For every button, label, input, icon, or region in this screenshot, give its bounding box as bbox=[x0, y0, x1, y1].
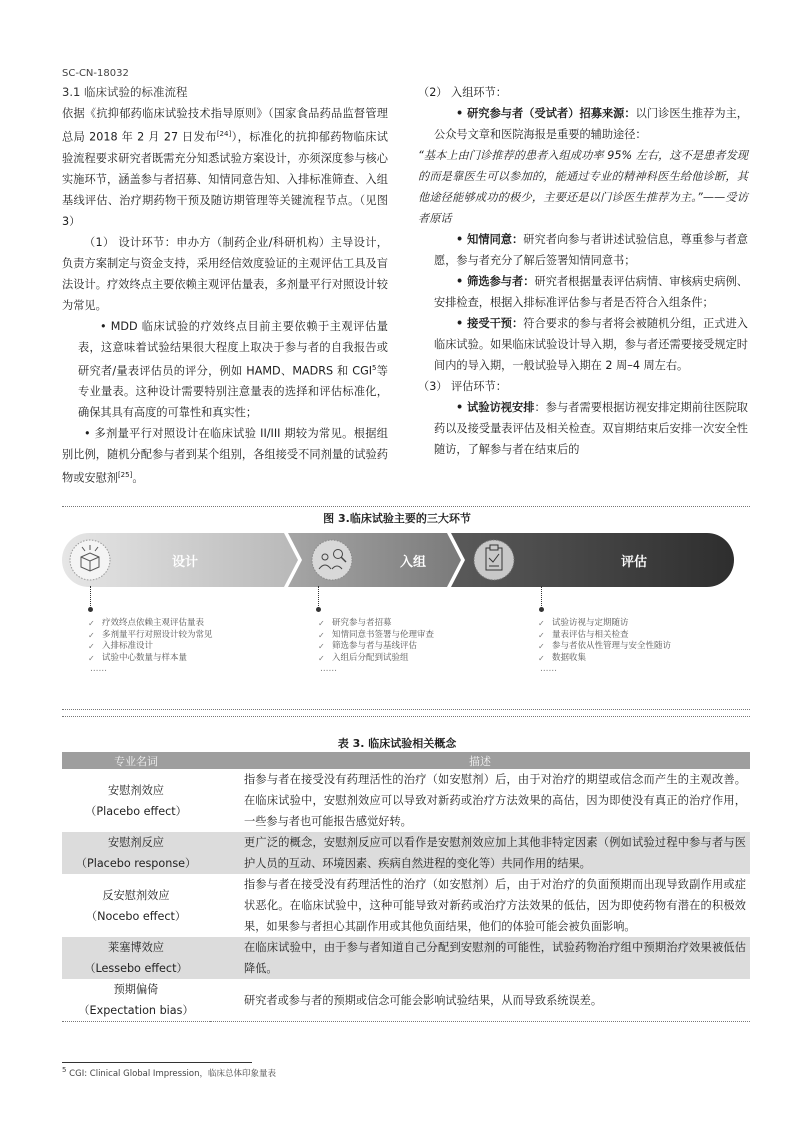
bullet-text: • 多剂量平行对照设计在临床试验 II/III 期较为常见。根据组别比例，随机分配参与者到某个组别，各组接受不同剂量的试验药物或安慰剂 bbox=[62, 427, 388, 486]
design-bullet-1 bbox=[62, 316, 388, 424]
check-icon: ✓ bbox=[538, 630, 545, 640]
visit-label: • 试验访视安排 bbox=[456, 401, 535, 414]
term-cell bbox=[62, 769, 210, 832]
divider bbox=[62, 506, 750, 507]
footnote-mark: 5 bbox=[62, 1066, 67, 1074]
term-cell bbox=[62, 874, 210, 937]
consent-label: • 知情同意： bbox=[456, 233, 524, 246]
list-item bbox=[538, 618, 738, 630]
screen-bullet bbox=[418, 271, 748, 313]
connector-dot bbox=[539, 607, 544, 612]
check-icon: ✓ bbox=[538, 653, 545, 663]
design-items bbox=[88, 618, 268, 676]
item-text: 多剂量平行对照设计较为常见 bbox=[102, 629, 213, 640]
item-text: 知情同意书签署与伦理审查 bbox=[332, 629, 435, 640]
stage-label-design: 设计 bbox=[172, 555, 199, 570]
figure-title: 图 3.临床试验主要的三大环节 bbox=[323, 512, 471, 525]
recruit-label: • 研究参与者（受试者）招募来源： bbox=[456, 107, 636, 120]
connector-dot bbox=[316, 607, 321, 612]
check-icon: ✓ bbox=[88, 619, 95, 628]
table-header-row bbox=[62, 752, 750, 769]
design-paragraph bbox=[62, 232, 388, 316]
connector-dot bbox=[88, 607, 93, 612]
intervene-text: 符合要求的参与者将会被随机分组，正式进入临床试验。如果临床试验设计导入期，参与者还需要接受规定时间内的导入期，一般试验导入期在 2 周–4 周左右。 bbox=[434, 317, 748, 372]
list-item bbox=[318, 630, 508, 642]
description-cell: 指参与者在接受没有药理活性的治疗（如安慰剂）后，由于对治疗的期望或信念而产生的主观改善。在临床试验中，安慰剂效应可以导致对新药或治疗方法效果的高估，因为即使没有真正的治疗作用，一些参与者也可能报告感觉好转。 bbox=[244, 773, 746, 828]
item-text: 疗效终点依赖主观评估量表 bbox=[102, 618, 205, 628]
term-cn: 莱塞博效应 bbox=[108, 941, 164, 954]
item-text: 试验中心数量与样本量 bbox=[102, 652, 188, 663]
divider bbox=[62, 709, 750, 710]
bullet-text: • MDD 临床试验的疗效终点目前主要依赖于主观评估量表，这意味着试验结果很大程度上取决于参与者的自我报告或研究者/量表评估员的评分，例如 HAMD、MADRS 和 CGI bbox=[78, 319, 388, 378]
item-text: 量表评估与相关检查 bbox=[552, 629, 629, 640]
list-item bbox=[88, 630, 268, 642]
term-cell bbox=[62, 979, 210, 1022]
list-item bbox=[538, 653, 738, 665]
screen-text: 研究者根据量表评估病情、审核病史病例、安排检查，根据入排标准评估参与者是否符合入组条件； bbox=[434, 275, 748, 309]
bullet-end: 。 bbox=[132, 472, 144, 486]
table-row bbox=[62, 979, 750, 1022]
check-icon: ✓ bbox=[538, 642, 545, 651]
check-icon: ✓ bbox=[538, 619, 545, 628]
check-icon: ✓ bbox=[318, 653, 325, 663]
list-more: …… bbox=[320, 664, 337, 674]
screen-label: • 筛选参与者： bbox=[456, 275, 535, 288]
consent-bullet bbox=[418, 229, 748, 271]
list-more: …… bbox=[90, 664, 107, 674]
list-item bbox=[88, 641, 268, 653]
interview-quote: “基本上由门诊推荐的患者入组成功率 95% 左右，这不是患者发现的而是靠医生可以参加的，能通过专业的精神科医生给他诊断，其他途径能够成功的极少，主要还是以门诊医生推荐为主。”——受访者原话 bbox=[418, 149, 748, 225]
term-cn: 反安慰剂效应 bbox=[102, 888, 170, 902]
design-text: 申办方（制药企业/科研机构）主导设计，负责方案制定与资金支持，采用经信效度验证的主观评估工具及盲法设计。疗效终点主要依赖主观评估量表，多剂量平行对照设计较为常见。 bbox=[62, 235, 388, 312]
enroll-items bbox=[318, 618, 508, 676]
item-text: 筛选参与者与基线评估 bbox=[332, 641, 418, 651]
description-cell: 更广泛的概念，安慰剂反应可以看作是安慰剂效应加上其他非特定因素（例如试验过程中参与者与医护人员的互动、环境因素、疾病自然进程的变化等）共同作用的结果。 bbox=[210, 832, 750, 874]
document-code: SC-CN-18032 bbox=[62, 68, 129, 79]
table-row bbox=[62, 769, 750, 832]
table-row bbox=[62, 937, 750, 979]
intro-text: 依据《抗抑郁药临床试验技术指导原则》（国家食品药品监督管理总局 2018 年 2 月 27 日发布 bbox=[62, 107, 388, 144]
recruit-text: 以门诊医生推荐为主，公众号文章和医院海报是重要的辅助途径： bbox=[434, 107, 748, 141]
footnote bbox=[62, 1066, 276, 1079]
bullet-text-cont: 等专业量表。这种设计需要特别注意量表的选择和评估标准化，确保其具有高度的可靠性和真实性； bbox=[78, 364, 388, 420]
term-en: （Placebo effect） bbox=[85, 804, 187, 818]
footnote-ref: 5 bbox=[372, 363, 377, 372]
citation-ref: [24] bbox=[216, 130, 232, 138]
design-bullet-2 bbox=[62, 423, 388, 489]
table-row bbox=[62, 874, 750, 937]
clipboard-icon bbox=[474, 540, 514, 580]
recruit-bullet bbox=[418, 103, 748, 145]
visit-bullet bbox=[418, 397, 748, 460]
enroll-heading: （2） 入组环节： bbox=[418, 86, 507, 99]
check-icon: ✓ bbox=[88, 653, 95, 663]
people-search-icon bbox=[312, 540, 352, 580]
term-en: （Placebo response） bbox=[75, 857, 197, 870]
intro-paragraph bbox=[62, 103, 388, 232]
term-cell bbox=[62, 832, 210, 874]
item-text: 数据收集 bbox=[552, 652, 587, 663]
list-item bbox=[318, 641, 508, 653]
consent-text: 研究者向参与者讲述试验信息，尊重参与者意愿，参与者充分了解后签署知情同意书； bbox=[434, 233, 748, 267]
description-cell: 指参与者在接受没有药理活性的治疗（如安慰剂）后，由于对治疗的负面预期而出现导致副作用或症状恶化。在临床试验中，这种可能导致对新药或治疗方法效果的低估，因为即使药物有潜在的积极效果，如果参与者担心其副作用或其他负面结果，他们的体验可能会被负面影响。 bbox=[244, 878, 746, 933]
list-item bbox=[318, 618, 508, 630]
term-en: （Lessebo effect） bbox=[84, 962, 188, 975]
header-description: 描述 bbox=[210, 752, 750, 769]
term-cell bbox=[62, 937, 210, 979]
term-cn: 安慰剂反应 bbox=[108, 836, 164, 849]
footnote-rule bbox=[62, 1062, 252, 1063]
list-item bbox=[88, 618, 268, 630]
term-en: （Nocebo effect） bbox=[85, 909, 187, 923]
description-cell: 研究者或参与者的预期或信念可能会影响试验结果，从而导致系统误差。 bbox=[210, 979, 750, 1022]
check-icon: ✓ bbox=[88, 630, 95, 640]
right-column bbox=[418, 82, 748, 460]
concepts-table bbox=[62, 752, 750, 1022]
check-icon: ✓ bbox=[318, 642, 325, 651]
design-heading: （1） 设计环节： bbox=[84, 235, 177, 249]
term-cn: 预期偏倚 bbox=[113, 983, 159, 996]
term-cn: 安慰剂效应 bbox=[108, 783, 164, 797]
intro-continued: ），标准化的抗抑郁药物临床试验流程要求研究者既需充分知悉试验方案设计，亦须深度参与核心实施环节，涵盖参与者招募、知情同意告知、入排标准筛查、入组基线评估、治疗期药物干预及随访期管理等关键流程节点。（见图 3） bbox=[62, 130, 388, 228]
check-icon: ✓ bbox=[318, 630, 325, 640]
eval-heading: （3） 评估环节： bbox=[418, 380, 507, 393]
list-item bbox=[538, 641, 738, 653]
section-heading: 3.1 临床试验的标准流程 bbox=[62, 85, 188, 99]
intervene-label: • 接受干预： bbox=[456, 317, 524, 330]
list-item bbox=[88, 653, 268, 665]
check-icon: ✓ bbox=[318, 619, 325, 628]
list-item bbox=[318, 653, 508, 665]
description-cell: 在临床试验中，由于参与者知道自己分配到安慰剂的可能性，试验药物治疗组中预期治疗效果被低估降低。 bbox=[210, 937, 750, 979]
intervene-bullet bbox=[418, 313, 748, 376]
stage-label-enroll: 入组 bbox=[400, 555, 427, 570]
check-icon: ✓ bbox=[88, 642, 95, 651]
item-text: 入组后分配到试验组 bbox=[332, 652, 409, 663]
item-text: 试验访视与定期随访 bbox=[552, 618, 629, 628]
evaluate-items bbox=[538, 618, 738, 676]
stage-label-evaluate: 评估 bbox=[621, 555, 648, 570]
list-more: …… bbox=[540, 664, 557, 674]
table-row bbox=[62, 832, 750, 874]
term-en: （Expectation bias） bbox=[78, 1004, 194, 1017]
item-text: 入排标准设计 bbox=[102, 641, 154, 651]
item-text: 研究参与者招募 bbox=[332, 618, 392, 628]
footnote-text: CGI: Clinical Global Impression，临床总体印象量表 bbox=[69, 1068, 276, 1079]
box-icon bbox=[70, 540, 110, 580]
header-term: 专业名词 bbox=[62, 752, 210, 769]
citation-ref: [25] bbox=[117, 471, 133, 480]
left-column bbox=[62, 82, 388, 489]
list-item bbox=[538, 630, 738, 642]
divider bbox=[62, 716, 750, 717]
item-text: 参与者依从性管理与安全性随访 bbox=[552, 641, 672, 651]
visit-text: ：参与者需要根据访视安排定期前往医院取药以及接受量表评估及相关检查。双盲期结束后安排一次安全性随访，了解参与者在结束后的 bbox=[434, 401, 748, 456]
table-title: 表 3. 临床试验相关概念 bbox=[337, 737, 457, 750]
